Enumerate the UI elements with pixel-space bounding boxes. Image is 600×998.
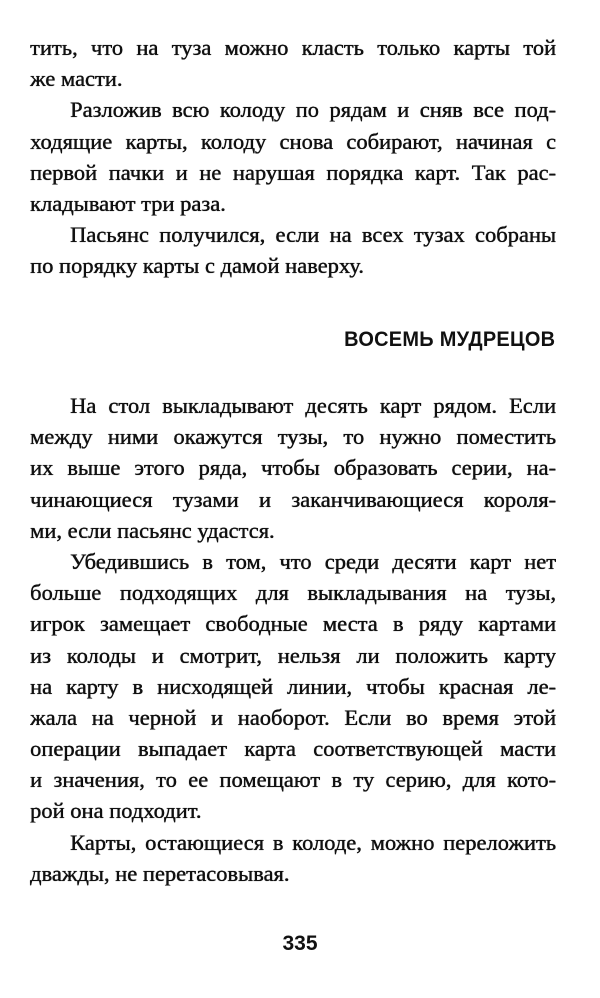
text-line: Пасьянс получился, если на всех тузах собраны <box>70 222 556 248</box>
text-line: Разложив всю колоду по рядам и сняв все под- <box>70 97 556 123</box>
text-line: их выше этого ряда, чтобы образовать серии, на- <box>30 455 556 481</box>
text-line: игрок замещает свободные места в ряду картами <box>30 611 556 637</box>
page-number: 335 <box>282 932 318 955</box>
text-line: между ними окажутся тузы, то нужно поместить <box>30 424 556 450</box>
text-line: тить, что на туза можно класть только карты той <box>30 35 556 60</box>
text-line: из колоды и смотрит, нельзя ли положить карту <box>30 642 556 668</box>
text-line: жала на черной и наоборот. Если во время этой <box>30 704 556 730</box>
text-line: на карту в нисходящей линии, чтобы красная ле- <box>30 673 556 699</box>
text-line: Убедившись в том, что среди десяти карт нет <box>70 548 556 574</box>
text-line: ходящие карты, колоду снова собирают, начиная с <box>30 128 556 154</box>
text-line: операции выпадает карта соответствующей масти <box>30 736 556 762</box>
text-line: кладывают три раза. <box>30 190 226 216</box>
paragraph <box>30 390 556 546</box>
text-line: первой пачки и не нарушая порядка карт. Так рас- <box>30 159 556 185</box>
text-line: чинающиеся тузами и заканчивающиеся короля- <box>30 486 556 512</box>
text-line: больше подходящих для выкладывания на тузы, <box>30 580 556 606</box>
paragraph <box>30 546 556 827</box>
text-line: рой она подходит. <box>30 798 202 824</box>
text-line: На стол выкладывают десять карт рядом. Если <box>70 393 556 418</box>
text-line: по порядку карты с дамой наверху. <box>30 253 364 279</box>
text-line: и значения, то ее помещают в ту серию, для кото- <box>30 767 556 793</box>
section-heading: ВОСЕМЬ МУДРЕЦОВ <box>343 328 555 351</box>
text-line: же масти. <box>30 66 123 92</box>
paragraph <box>30 219 556 281</box>
text-block-top <box>30 32 556 282</box>
text-line: ми, если пасьянс удастся. <box>30 517 275 543</box>
paragraph <box>30 94 556 219</box>
text-line: дважды, не перетасовывая. <box>30 860 290 886</box>
paragraph <box>30 827 556 889</box>
text-block-bottom <box>30 390 556 889</box>
paragraph <box>30 32 556 94</box>
text-line: Карты, остающиеся в колоде, можно переложить <box>70 829 556 855</box>
